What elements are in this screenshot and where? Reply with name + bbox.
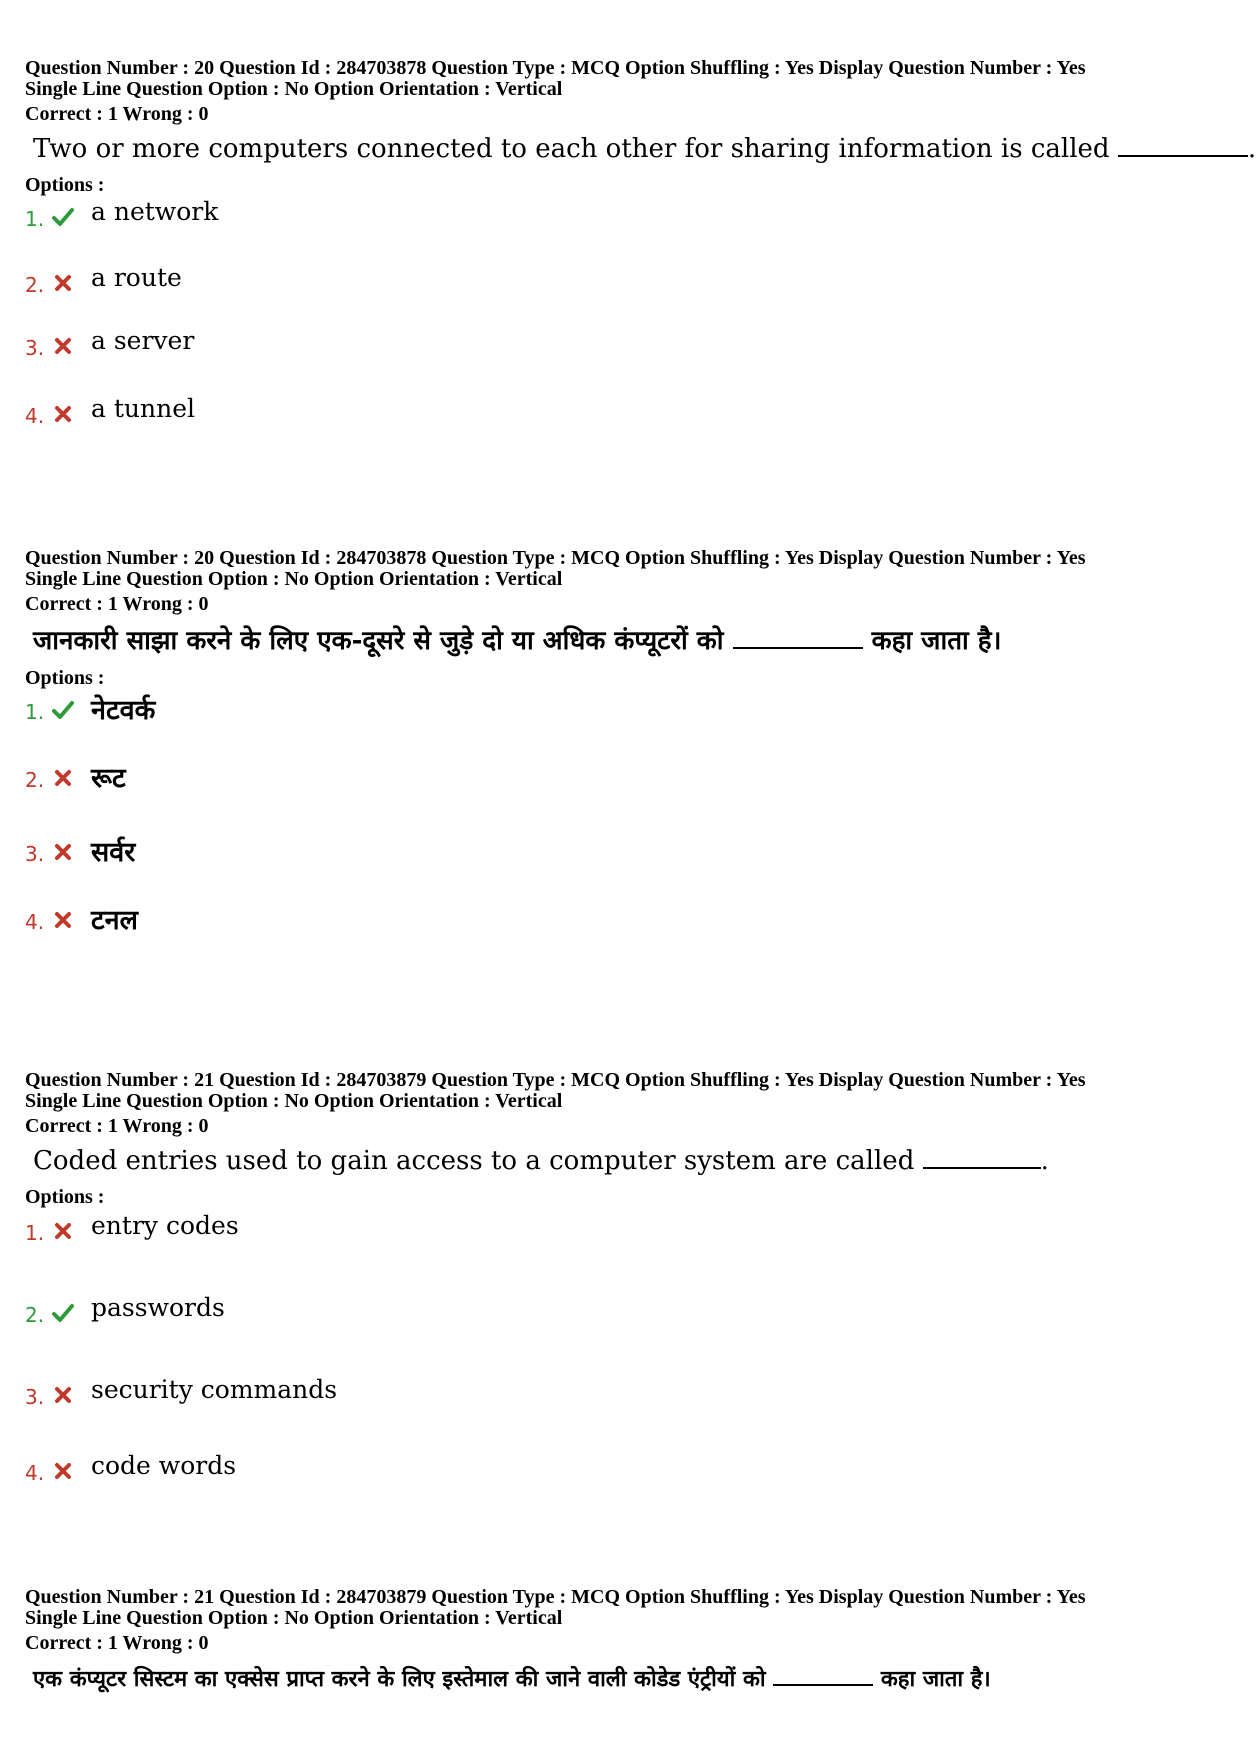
question-meta-line2: Single Line Question Option : No Option Orientation : Vertical bbox=[25, 1090, 563, 1112]
score-info: Correct : 1 Wrong : 0 bbox=[25, 1115, 209, 1137]
option-number: 2. bbox=[25, 1303, 45, 1327]
option-number: 3. bbox=[25, 842, 45, 866]
options-list bbox=[25, 690, 1215, 950]
question-text-body: Two or more computers connected to each other for sharing information is called bbox=[33, 134, 1110, 164]
answer-blank bbox=[1118, 131, 1248, 157]
option-number: 1. bbox=[25, 207, 45, 231]
cross-icon bbox=[51, 334, 75, 358]
question-meta-line1: Question Number : 20 Question Id : 284703878 Question Type : MCQ Option Shuffling : Yes Display Question Number : Yes bbox=[25, 547, 1086, 569]
options-label: Options : bbox=[25, 1186, 105, 1208]
options-list bbox=[25, 1209, 1215, 1489]
check-icon bbox=[51, 698, 75, 722]
check-icon bbox=[51, 1301, 75, 1325]
option-text: रूट bbox=[91, 763, 126, 794]
option-number: 1. bbox=[25, 700, 45, 724]
question-text bbox=[33, 621, 1215, 657]
question-text bbox=[33, 131, 1256, 164]
question-meta-line2: Single Line Question Option : No Option Orientation : Vertical bbox=[25, 568, 563, 590]
option-number: 2. bbox=[25, 273, 45, 297]
question-meta-line1: Question Number : 21 Question Id : 284703879 Question Type : MCQ Option Shuffling : Yes Display Question Number : Yes bbox=[25, 1069, 1086, 1091]
cross-icon bbox=[51, 908, 75, 932]
question-block bbox=[25, 57, 1256, 447]
option-number: 2. bbox=[25, 768, 45, 792]
option-text: नेटवर्क bbox=[91, 695, 156, 726]
score-info: Correct : 1 Wrong : 0 bbox=[25, 593, 209, 615]
question-text-end: . bbox=[1040, 1146, 1049, 1176]
options-list bbox=[25, 197, 1215, 447]
question-block bbox=[25, 1070, 1215, 1489]
question-text bbox=[33, 1143, 1215, 1176]
option-text: a route bbox=[91, 263, 182, 292]
question-meta-line2: Single Line Question Option : No Option Orientation : Vertical bbox=[25, 78, 563, 100]
option-text: code words bbox=[91, 1451, 237, 1480]
option-number: 1. bbox=[25, 1221, 45, 1245]
question-text bbox=[33, 1660, 1215, 1693]
options-label: Options : bbox=[25, 174, 105, 196]
option-text: a server bbox=[91, 326, 195, 355]
question-block bbox=[25, 548, 1215, 950]
answer-blank bbox=[923, 1143, 1041, 1169]
question-text-body: एक कंप्यूटर सिस्टम का एक्सेस प्राप्त करने के लिए इस्तेमाल की जाने वाली कोडेड एंट्रीयों को bbox=[33, 1666, 766, 1692]
question-meta-line1: Question Number : 21 Question Id : 284703879 Question Type : MCQ Option Shuffling : Yes Display Question Number : Yes bbox=[25, 1586, 1086, 1608]
options-label: Options : bbox=[25, 667, 105, 689]
cross-icon bbox=[51, 766, 75, 790]
option-number: 4. bbox=[25, 1461, 45, 1485]
question-text-body: जानकारी साझा करने के लिए एक-दूसरे से जुड़े दो या अधिक कंप्यूटरों को bbox=[33, 626, 724, 656]
option-text: security commands bbox=[91, 1375, 338, 1404]
check-icon bbox=[51, 205, 75, 229]
answer-blank bbox=[733, 623, 863, 649]
question-text-end: . bbox=[1247, 134, 1256, 164]
question-block bbox=[25, 1587, 1215, 1693]
cross-icon bbox=[51, 402, 75, 426]
option-text: सर्वर bbox=[91, 837, 136, 868]
question-text-end: कहा जाता है। bbox=[880, 1666, 991, 1692]
answer-blank bbox=[773, 1660, 873, 1686]
option-text: टनल bbox=[91, 905, 138, 936]
question-text-end: कहा जाता है। bbox=[871, 626, 1002, 656]
option-text: a tunnel bbox=[91, 394, 195, 423]
option-number: 4. bbox=[25, 404, 45, 428]
option-number: 3. bbox=[25, 336, 45, 360]
cross-icon bbox=[51, 1383, 75, 1407]
option-text: entry codes bbox=[91, 1211, 239, 1240]
cross-icon bbox=[51, 271, 75, 295]
option-number: 4. bbox=[25, 910, 45, 934]
option-text: passwords bbox=[91, 1293, 225, 1322]
option-number: 3. bbox=[25, 1385, 45, 1409]
question-meta-line2: Single Line Question Option : No Option Orientation : Vertical bbox=[25, 1607, 563, 1629]
cross-icon bbox=[51, 840, 75, 864]
cross-icon bbox=[51, 1219, 75, 1243]
option-text: a network bbox=[91, 197, 219, 226]
question-text-body: Coded entries used to gain access to a computer system are called bbox=[33, 1146, 915, 1176]
question-meta-line1: Question Number : 20 Question Id : 284703878 Question Type : MCQ Option Shuffling : Yes Display Question Number : Yes bbox=[25, 57, 1086, 79]
cross-icon bbox=[51, 1459, 75, 1483]
score-info: Correct : 1 Wrong : 0 bbox=[25, 103, 209, 125]
score-info: Correct : 1 Wrong : 0 bbox=[25, 1632, 209, 1654]
